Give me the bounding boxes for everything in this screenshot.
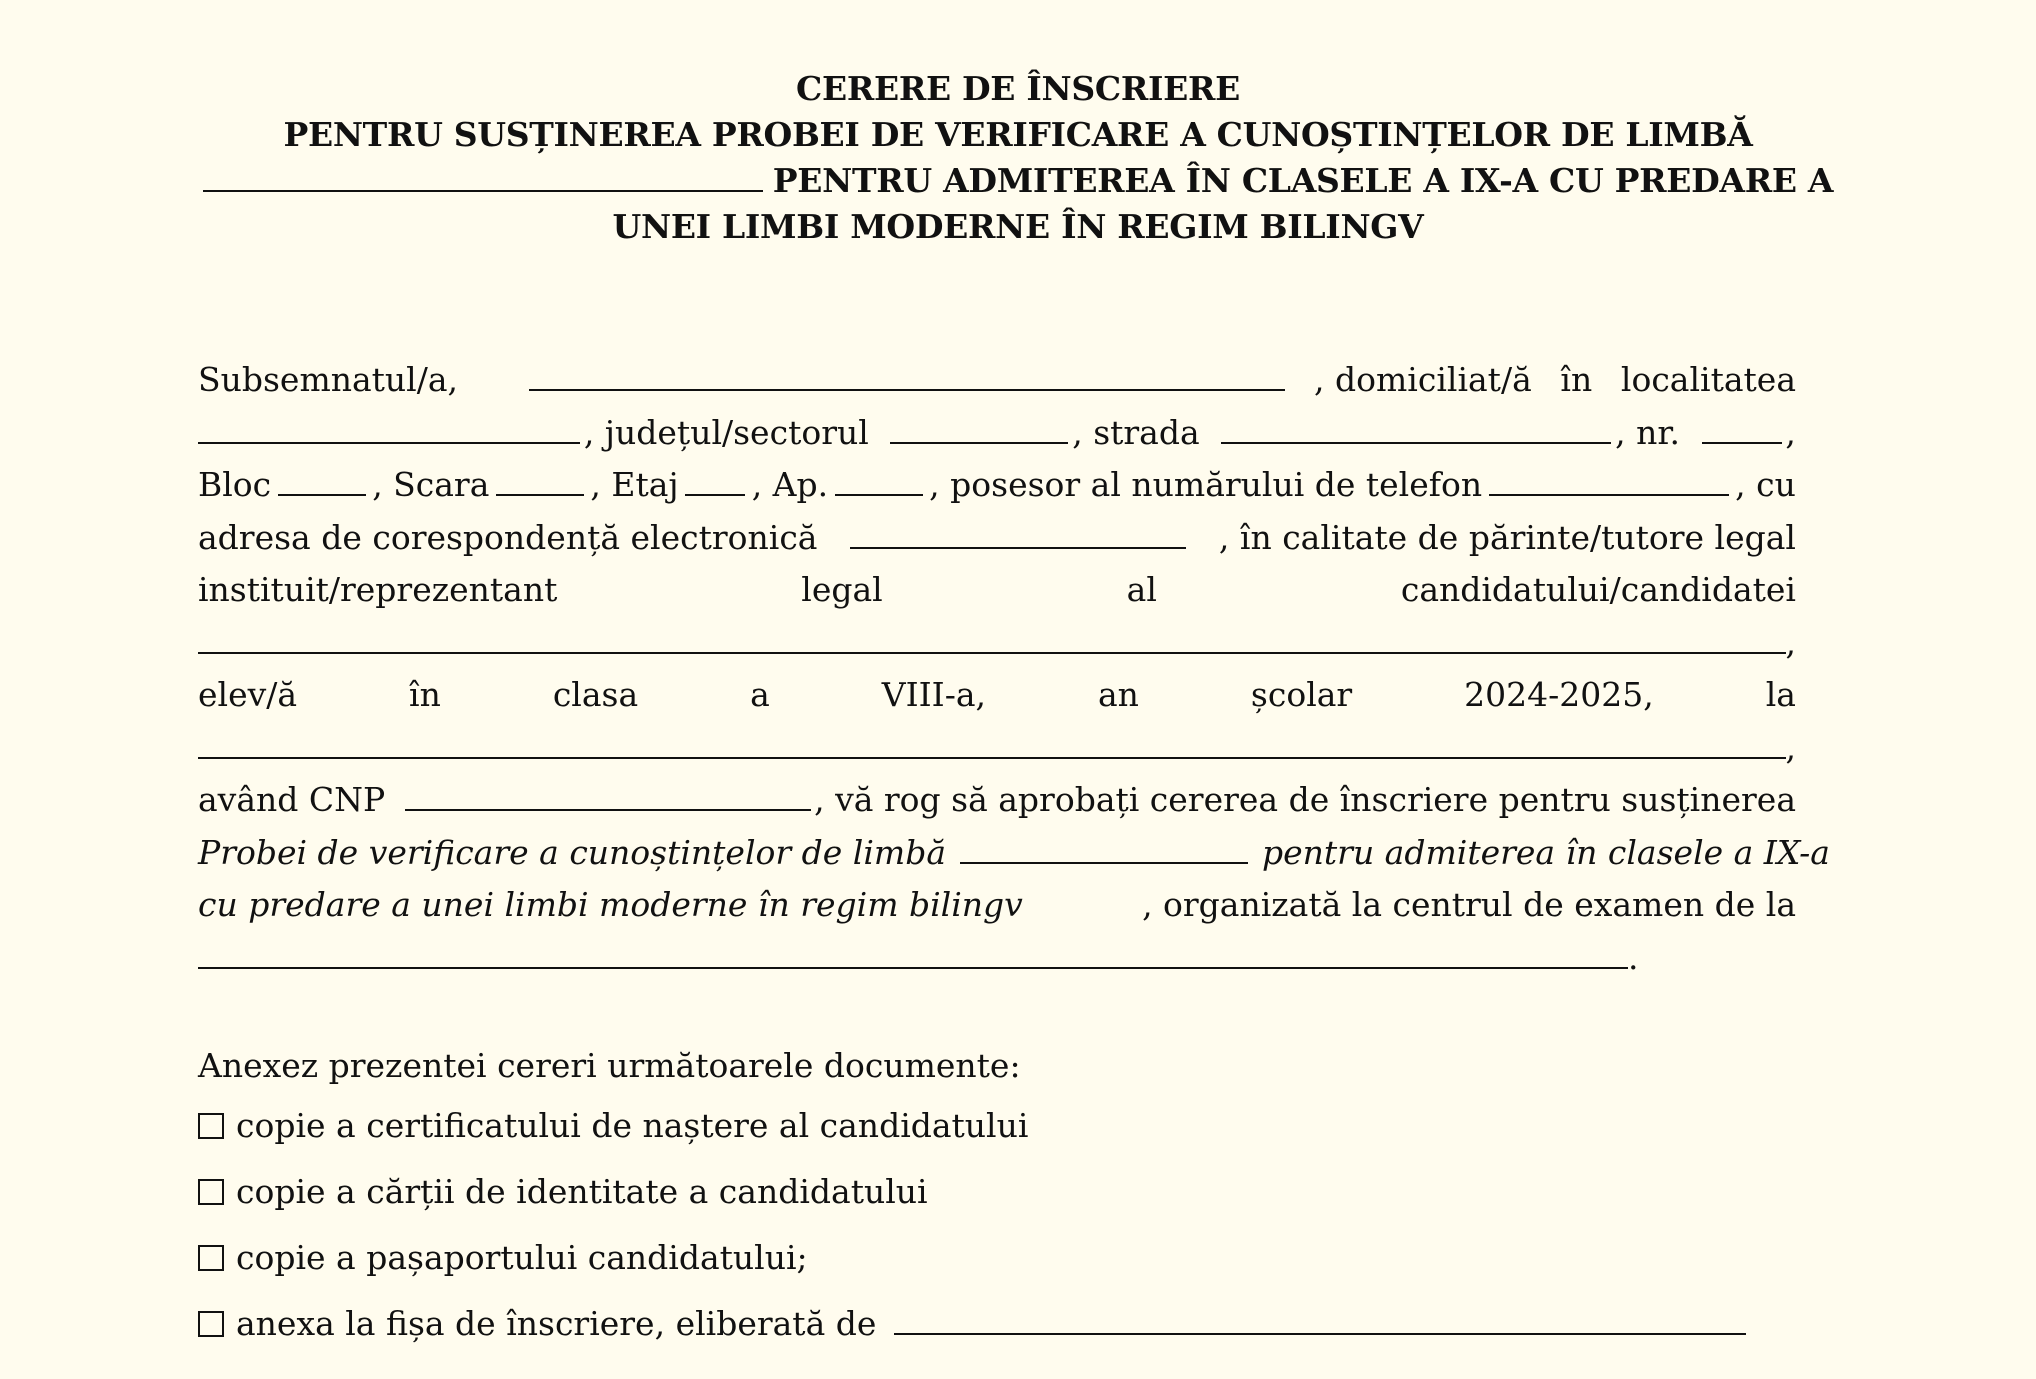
name-field[interactable] (529, 361, 1285, 391)
title-line-2: PENTRU SUSȚINEREA PROBEI DE VERIFICARE A CUNOȘTINȚELOR DE LIMBĂ (283, 115, 1753, 154)
candidate-name-field[interactable] (198, 624, 1786, 654)
checkbox[interactable] (198, 1245, 224, 1271)
cnp-field[interactable] (405, 781, 811, 811)
body-line: Probei de verificare a cunoștințelor de limbă pentru admiterea în clasele a IX-a (198, 832, 1830, 872)
exam-center-field[interactable] (198, 939, 1628, 969)
apartment-field[interactable] (835, 466, 923, 496)
annex-item: copie a certificatului de naștere al candidatului (198, 1100, 1798, 1166)
street-field[interactable] (1221, 414, 1611, 444)
county-field[interactable] (890, 414, 1068, 444)
form-title (180, 66, 1856, 250)
email-field[interactable] (850, 519, 1186, 549)
annex-header: Anexez prezentei cereri următoarele documente: (198, 1046, 1021, 1085)
body-line: cu predare a unei limbi moderne în regim bilingv , organizată la centrul de examen de la (198, 885, 1796, 924)
floor-field[interactable] (685, 466, 745, 496)
annex-section (198, 1040, 1798, 1364)
form-body (198, 354, 1830, 984)
checkbox[interactable] (198, 1311, 224, 1337)
block-field[interactable] (278, 466, 366, 496)
exam-language-field[interactable] (960, 834, 1248, 864)
annex-item: copie a pașaportului candidatului; (198, 1232, 1798, 1298)
phone-field[interactable] (1489, 466, 1729, 496)
checkbox[interactable] (198, 1179, 224, 1205)
body-line: adresa de corespondență electronică , în calitate de părinte/tutore legal (198, 517, 1796, 557)
checkbox[interactable] (198, 1113, 224, 1139)
stair-field[interactable] (496, 466, 584, 496)
number-field[interactable] (1702, 414, 1782, 444)
school-field[interactable] (198, 729, 1786, 759)
locality-field[interactable] (198, 414, 580, 444)
body-line: . (198, 932, 1796, 985)
title-line-4: UNEI LIMBI MODERNE ÎN REGIM BILINGV (612, 207, 1424, 246)
title-line-1: CERERE DE ÎNSCRIERE (796, 69, 1240, 108)
body-line: , (198, 617, 1796, 670)
body-line: , (198, 722, 1796, 775)
body-line: elev/ă în clasa a VIII-a, an școlar 2024-2025, la (198, 675, 1796, 714)
body-line: , județul/sectorul , strada , nr. , (198, 407, 1796, 460)
language-blank[interactable] (203, 160, 763, 192)
body-line: având CNP , vă rog să aprobați cererea de înscriere pentru susținerea (198, 780, 1796, 819)
body-line: Bloc , Scara , Etaj , Ap. , posesor al numărului de telefon , cu (198, 465, 1796, 504)
body-line: Subsemnatul/a, , domiciliat/ă în localitatea (198, 360, 1796, 399)
annex-item: copie a cărții de identitate a candidatului (198, 1166, 1798, 1232)
title-line-3: PENTRU ADMITEREA ÎN CLASELE A IX-A CU PREDARE A (180, 158, 1856, 204)
annex-item: anexa la fișa de înscriere, eliberată de (198, 1298, 1798, 1364)
body-line: instituit/reprezentant legal al candidatului/candidatei (198, 570, 1796, 609)
issuer-field[interactable] (894, 1305, 1746, 1335)
